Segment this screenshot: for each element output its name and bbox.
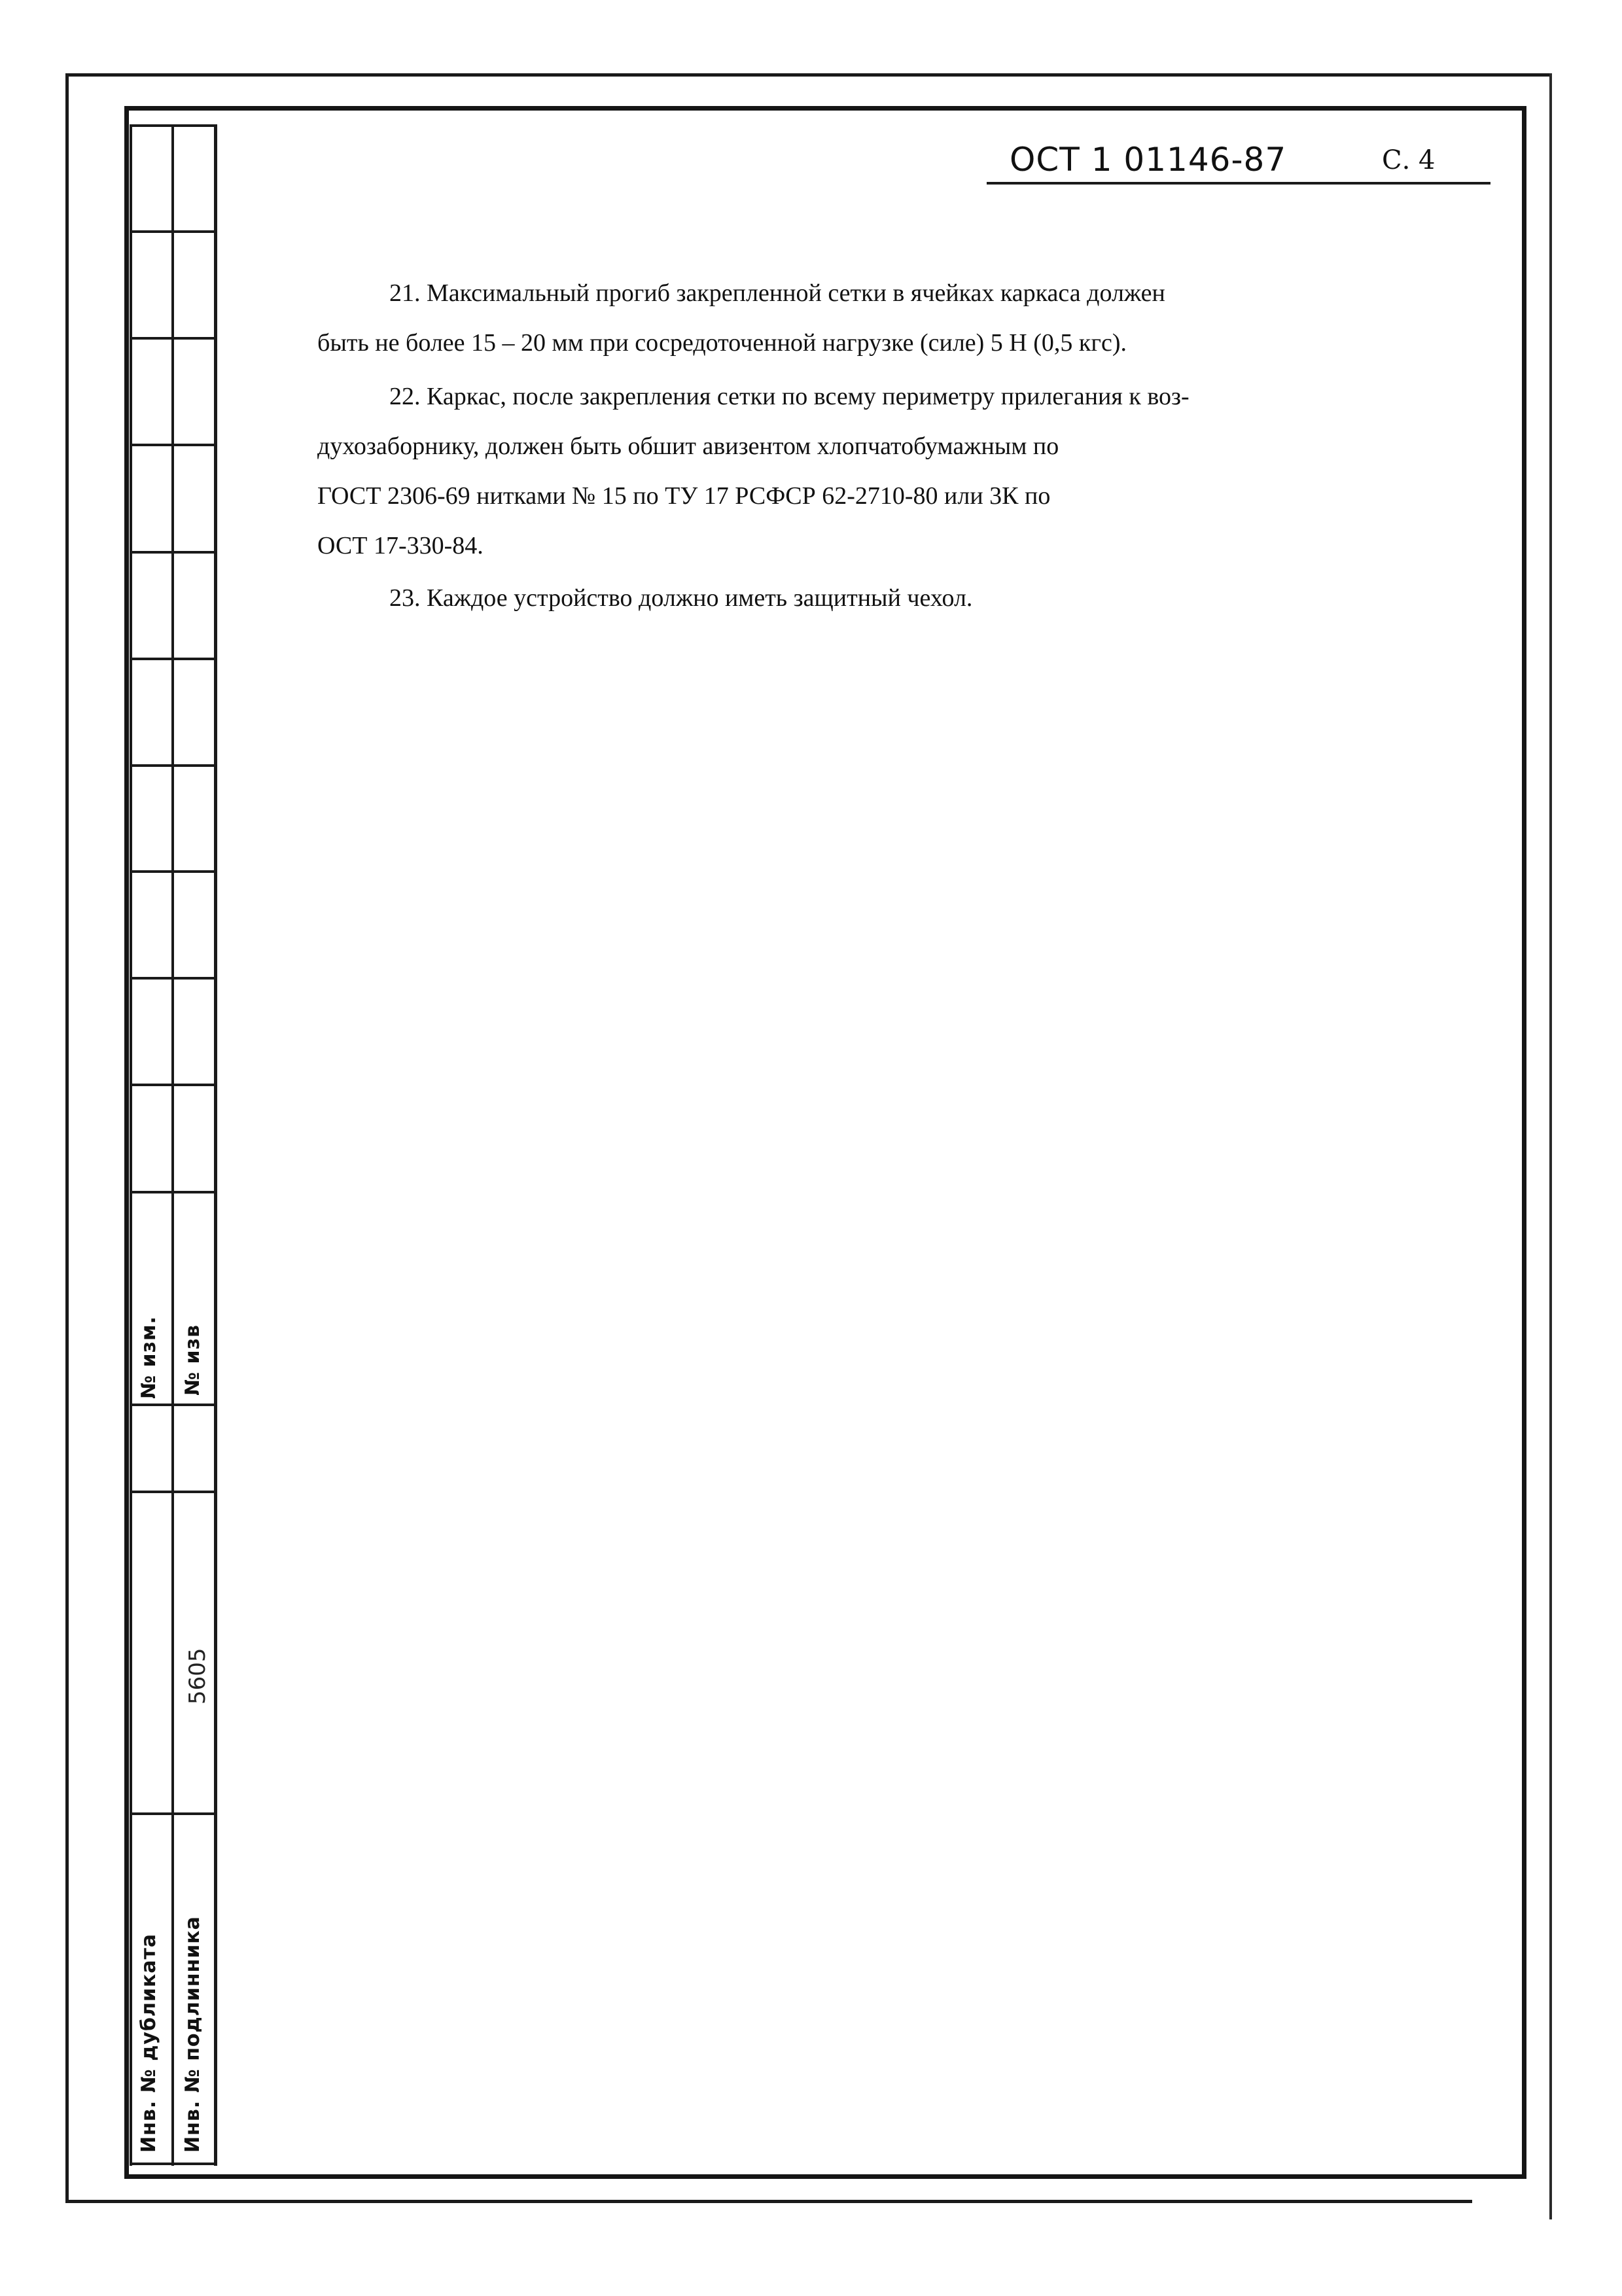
stub-divider — [130, 764, 217, 767]
stub-divider — [130, 444, 217, 446]
change-number-label: № изм. — [137, 1316, 160, 1399]
text-line: 23. Каждое устройство должно иметь защитный чехол. — [389, 584, 973, 612]
paragraph-21 — [317, 268, 1165, 368]
page-number: С. 4 — [1382, 145, 1436, 175]
stub-divider — [130, 1812, 217, 1815]
stub-divider — [130, 1491, 217, 1493]
stub-divider — [130, 2163, 217, 2165]
stub-divider — [130, 1191, 217, 1193]
original-inventory-value: 5605 — [185, 1648, 211, 1704]
stub-divider — [130, 1404, 217, 1406]
original-inventory-label: Инв. № подлинника — [181, 1916, 204, 2153]
text-line: ГОСТ 2306-69 нитками № 15 по ТУ 17 РСФСР 62-2710-80 или 3К по — [317, 482, 1051, 510]
stub-column-right — [171, 124, 217, 2166]
stub-divider — [130, 337, 217, 340]
document-code: ОСТ 1 01146-87 — [1010, 141, 1287, 179]
duplicate-inventory-label: Инв. № дубликата — [137, 1933, 160, 2153]
text-line: духозаборнику, должен быть обшит авизентом хлопчатобумажным по — [317, 433, 1059, 460]
text-line: 22. Каркас, после закрепления сетки по всему периметру прилегания к воз- — [389, 383, 1190, 410]
stub-divider — [130, 977, 217, 980]
header-underline — [987, 182, 1490, 185]
outer-bottom-border — [65, 2200, 1472, 2203]
stub-divider — [130, 870, 217, 873]
stub-divider — [130, 230, 217, 233]
stub-divider — [130, 551, 217, 554]
stub-divider — [130, 1084, 217, 1086]
notice-number-label: № изв — [181, 1324, 204, 1396]
outer-right-border — [1549, 73, 1552, 2219]
stub-divider — [130, 124, 217, 127]
paragraph-22 — [317, 372, 1190, 571]
stub-column-left — [130, 124, 171, 2166]
stub-divider — [130, 658, 217, 660]
text-line: ОСТ 17-330-84. — [317, 532, 484, 559]
text-line: 21. Максимальный прогиб закрепленной сетки в ячейках каркаса должен — [389, 279, 1165, 307]
paragraph-23 — [317, 573, 972, 623]
text-line: быть не более 15 – 20 мм при сосредоточенной нагрузке (силе) 5 Н (0,5 кгс). — [317, 329, 1127, 357]
